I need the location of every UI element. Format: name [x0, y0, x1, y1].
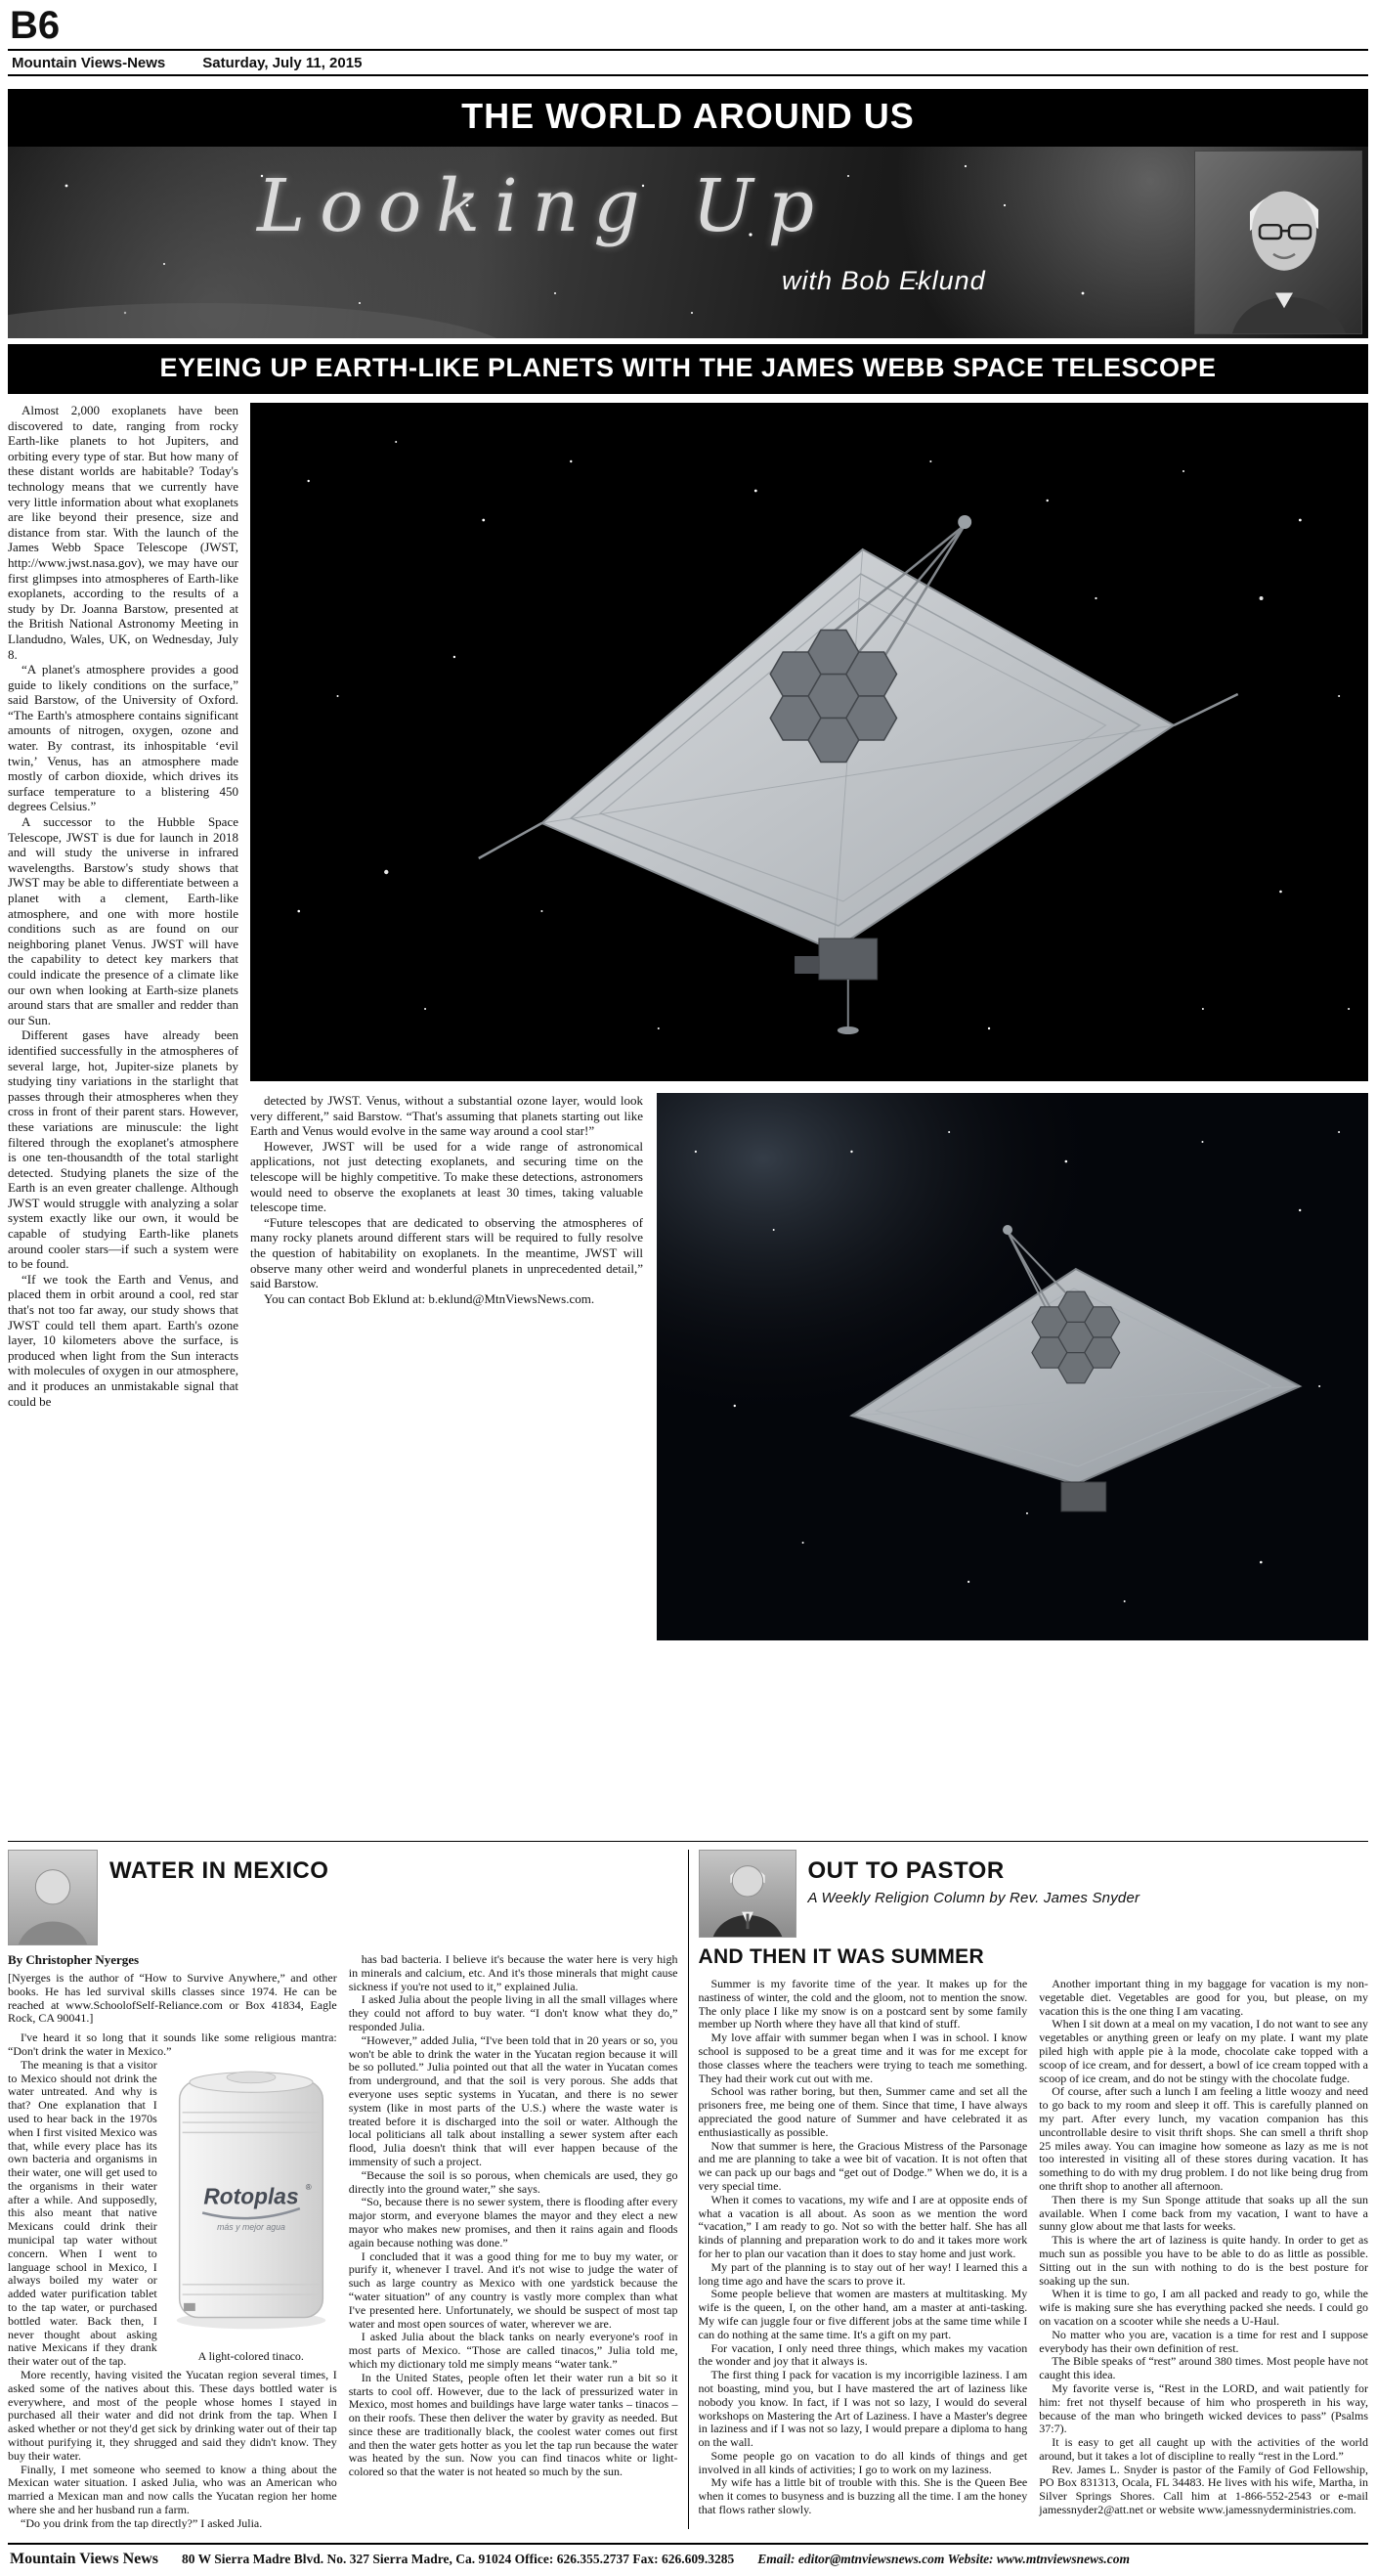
water-article-header — [8, 1850, 678, 1945]
paragraph: The first thing I pack for vacation is my incorrigible laziness. I am not boasting, mind you, but I have mastered the art of laziness like nobody you know. In fact, if I was not so lazy, I would do several workshops on Mastering the Art of Laziness. I have a Master's degree in laziness and if I was not so lazy, I would prepare a diploma to hang on the wall. — [698, 2368, 1028, 2450]
paragraph: “However,” added Julia, “I've been told that in 20 years or so, you won't be able to drink the water in the Yucatan region because it will be so polluted.” Julia pointed out that all the water in Yucatan comes from underground, and that the soil is very porous. She adds that everyone uses septic systems in Yucatan, and there is no sewer system (like in most parts of the U.S.) where the waste water is treated before it is discharged into the soil or water. Although the local politicians all talk about installing a sewer system after each flood, Julia doesn't think that will ever happen because of the immensity of such a project. — [348, 2032, 678, 2168]
jwst-photo-large — [250, 403, 1368, 1081]
paragraph: “Future telescopes that are dedicated to observing the atmospheres of many rocky planets around different stars will be required to fully resolve the question of habitability on exoplanets. In the meantime, JWST will observe many other weird and wonderful planets in unprecedented detail,” said Barstow. — [250, 1214, 643, 1291]
tank-logo-mark: ® — [305, 2182, 312, 2192]
pastor-article-subtitle: A Weekly Religion Column by Rev. James Snyder — [807, 1890, 1140, 1906]
bob-eklund-photo — [1194, 151, 1362, 334]
main-article — [8, 394, 1368, 1831]
paragraph: It is easy to get all caught up with the activities of the world around, but it takes a lot of discipline to really “rest in the Lord.” — [1039, 2435, 1368, 2463]
paragraph: I concluded that it was a good thing for me to buy my water, or purify it, whenever I travel. And it's not wise to judge the water of such as large country as Mexico with one yardstick because the “water situation” of any country is vastly more complex than what I've presented here. Unfortunately, we should be suspect of most tap water and most open sources of water, wherever we are. — [348, 2249, 678, 2331]
paragraph: Then there is my Sun Sponge attitude that soaks up all the sun available. When I come back from my vacation, I want to have a sunny glow about me that lasts for weeks. — [1039, 2192, 1368, 2234]
paragraph: I asked Julia about the people living in all the small villages where they could not afford to buy water. “I don't know what they do,” responded Julia. — [348, 1992, 678, 2033]
column-logo-title: Looking Up — [257, 164, 830, 248]
paragraph: Another important thing in my baggage for vacation is my non-vegetable diet. Vegetables are good for you, but please, on my vacation this is the one thing I am vacating. — [1039, 1977, 1368, 2018]
paragraph: For vacation, I only need three things, which makes my vacation the wonder and joy that it always is. — [698, 2340, 1028, 2369]
paragraph: When it comes to vacations, my wife and I are at opposite ends of what a vacation is all about. As soon as we mention the word “vacation,” I am ready to go. Not so with the better half. She has all kinds of planning and preparation work to do and it takes more work for her to plan our vacation than it does to stay home and just work. — [698, 2192, 1028, 2260]
out-to-pastor-article — [699, 1850, 1369, 2529]
paragraph: This is where the art of laziness is quite handy. In order to get as much sun as possible you have to be able to do as little as possible. Sitting out in the sun with nothing to do is the best posture for soaking up the sun. — [1039, 2233, 1368, 2288]
footer-contact-info: Email: editor@mtnviewsnews.com Website: www.mtnviewsnews.com — [757, 2552, 1130, 2566]
water-wrap-zone — [8, 2059, 337, 2529]
paragraph: Some people believe that women are masters at multitasking. My wife is the queen, I, on the other hand, am a master at anti-tasking. My wife can juggle four or five different jobs at the same time while I can do nothing at the same time. It's a gift on my part. — [698, 2287, 1028, 2341]
article-column-2 — [250, 1093, 643, 1306]
paragraph: My wife has a little bit of trouble with this. She is the Queen Bee when it comes to busyness and is buzzing all the time. I am the honey that flows rather slowly. — [698, 2475, 1028, 2517]
water-column-2 — [349, 1953, 678, 2529]
section-banner: THE WORLD AROUND US — [8, 89, 1368, 147]
paragraph: However, JWST will be used for a wide range of astronomical applications, not just detecting exoplanets, and securing time on the telescope will be highly competitive. To make these detections, astronomers would need to observe the exoplanets at least 30 times, taking valuable telescope time. — [250, 1138, 643, 1215]
masthead-date: Saturday, July 11, 2015 — [202, 55, 363, 71]
tank-logo-text: Rotoplas — [203, 2183, 299, 2209]
tinaco-photo — [165, 2061, 337, 2364]
paragraph: When I sit down at a meal on my vacation, I do not want to see any vegetables or anything green or leafy on my plate. I want my plate piled high with apple pie à la mode, chocolate cake topped with a scoop of ice cream, and for dessert, a bowl of ice cream topped with a scoop of ice cream, and do not be stingy with the chocolate fudge. — [1039, 2017, 1368, 2085]
paragraph: “If we took the Earth and Venus, and placed them in orbit around a cool, red star that's not too far away, our study shows that JWST could tell them apart. Earth's ozone layer, 10 kilometers above the surface, is produced when light from the Sun interacts with molecules of oxygen in our atmosphere, and it produces an unmistakable signal that could be — [8, 1271, 238, 1409]
jwst-photo-small — [657, 1093, 1368, 1640]
paragraph: Finally, I met someone who seemed to know a thing about the Mexican water situation. I asked Julia, who was an American who married a Mexican man and now calls the Yucatan region her home where she and her husband run a farm. — [8, 2462, 337, 2517]
page-number: B6 — [10, 4, 61, 47]
christopher-nyerges-photo — [8, 1850, 98, 1945]
bottom-section — [8, 1841, 1368, 2529]
paragraph: More recently, having visited the Yucatan region several times, I asked some of the natives about this. These days bottled water is everywhere, and most of the people whose homes I stayed in purchased all their water and did not drink from the tap. When I asked whether or not they'd get sick by drinking water out of their tap without purifying it, they shrugged and said they didn't know. They buy their water. — [8, 2368, 337, 2463]
paragraph: No matter who you are, vacation is a time for rest and I suppose everybody has their own definition of rest. — [1039, 2327, 1368, 2355]
paragraph: The Bible speaks of “rest” around 380 times. Most people have not caught this idea. — [1039, 2354, 1368, 2382]
looking-up-banner — [8, 147, 1368, 338]
water-in-mexico-article — [8, 1850, 678, 2529]
article-row-2 — [250, 1093, 1368, 1831]
paragraph: Some people go on vacation to do all kinds of things and get involved in all kinds of activities; I go to work on my laziness. — [698, 2448, 1028, 2476]
pastor-article-title: OUT TO PASTOR — [807, 1857, 1005, 1884]
water-byline: By Christopher Nyerges — [8, 1952, 140, 1967]
pastor-article-columns — [699, 1978, 1369, 2517]
paragraph: You can contact Bob Eklund at: b.eklund@MtnViewsNews.com. — [264, 1290, 595, 1306]
pastor-article-header — [699, 1850, 1369, 1938]
pastor-title-block — [808, 1850, 1140, 1938]
paragraph: I asked Julia about the black tanks on nearly everyone's roof in most parts of Mexico. “Those are called tinacos,” Julia told me, which my dictionary told me simply means “water tank.” — [348, 2330, 678, 2371]
page-footer — [8, 2543, 1368, 2570]
water-article-title: WATER IN MEXICO — [109, 1857, 329, 1884]
paragraph: I've heard it so long that it sounds like some religious mantra: “Don't drink the water in Mexico.” — [8, 2030, 337, 2058]
water-article-columns — [8, 1953, 678, 2529]
paragraph: has bad bacteria. I believe it's because the water here is very high in minerals and calcium, etc. And it's those minerals that might cause sickness if you're not used to it,” explained Julia. — [348, 1952, 678, 1993]
paragraph: “Because the soil is so porous, when chemicals are used, they go directly into the ground water,” she says. — [348, 2167, 678, 2196]
article-right-area — [250, 403, 1368, 1831]
paragraph: Different gases have already been identified successfully in the atmospheres of several large, hot, Jupiter-size planets by studying tiny variations in the starlight that passes through their atmospheres when they cross in front of their parent stars. However, these variations are minuscule: the light filtered through the exoplanet's atmosphere is one ten-thousandth of the total starlight detected. Studying planets the size of the Earth is an even greater challenge. Although JWST would struggle with analyzing a solar system exactly like our own, it would be capable of studying Earth-like planets around cooler stars—if such a system were to be found. — [8, 1027, 238, 1272]
paragraph: Rev. James L. Snyder is pastor of the Family of God Fellowship, PO Box 831313, Ocala, FL 34483. He lives with his wife, Martha, in Silver Springs Shores. Call him at 1-866-552-2543 or e-mail jamessnyder2@att.net or website www.jamessnyderministries.com. — [1039, 2462, 1368, 2517]
article-column-1 — [8, 403, 238, 1831]
pastor-column-1 — [699, 1978, 1028, 2517]
james-snyder-photo — [699, 1850, 796, 1938]
paragraph: Now that summer is here, the Gracious Mistress of the Parsonage and me are planning to take a wee bit of vacation. It is not often that we can pack up our bags and “get out of Dodge.” When we do, it is a very special time. — [698, 2138, 1028, 2193]
paragraph: “A planet's atmosphere provides a good guide to likely conditions on the surface,” said Barstow, of the University of Oxford. “The Earth's atmosphere contains significant amounts of nitrogen, oxygen, ozone and water. By contrast, its inhospitable ‘evil twin,’ Venus, has an atmosphere made mostly of carbon dioxide, which drives its surface temperature to a blistering 450 degrees Celsius.” — [8, 662, 238, 814]
paragraph: My favorite verse is, “Rest in the LORD, and wait patiently for him: fret not thyself because of him who prospereth in his way, because of the man who bringeth wicked devices to pass” (Psalms 37:7). — [1039, 2380, 1368, 2436]
paragraph: Of course, after such a lunch I am feeling a little woozy and need to go back to my room and sleep it off. This is carefully planned on my part. After every lunch, my vacation companion has this uncontrollable desire to visit thrift shops. She can smell a thrift shop 25 miles away. You can imagine how someone as lazy as me is not too interested in visiting all of these stores during vacation. It has something to do with my drug problem. I do not like being drug from one thrift shop to another all afternoon. — [1039, 2084, 1368, 2193]
paragraph: Almost 2,000 exoplanets have been discovered to date, ranging from rocky Earth-like planets to hot Jupiters, and orbiting every type of star. But how many of these distant worlds are habitable? Today's technology means that we currently have very little information about what exoplanets are like beyond their presence, size and distance from star. With the launch of the James Webb Space Telescope (JWST, http://www.jwst.nasa.gov), we may have our first glimpses into atmospheres of Earth-like exoplanets, according to the results of a study by Dr. Joanna Barstow, presented at the British National Astronomy Meeting in Llandudno, Wales, UK, on Wednesday, July 8. — [8, 403, 238, 662]
article-headline: EYEING UP EARTH-LIKE PLANETS WITH THE JAMES WEBB SPACE TELESCOPE — [8, 344, 1368, 394]
paragraph: School was rather boring, but then, Summer came and set all the prisoners free, me being one of them. Since that time, I have always appreciated the good nature of Summer and have celebrated it as enthusiastically as possible. — [698, 2084, 1028, 2139]
paragraph: A successor to the Hubble Space Telescope, JWST is due for launch in 2018 and will study the universe in infrared wavelengths. Barstow's study shows that JWST may be able to differentiate between a planet with a clement, Earth-like atmosphere, and one with more hostile conditions such as are found on our neighboring planet Venus. JWST will have the capability to detect key markers that could indicate the presence of a climate like our own when looking at Earth-size planets around stars that are smaller and redder than our Sun. — [8, 814, 238, 1027]
water-column-1 — [8, 1953, 337, 2529]
column-divider — [688, 1850, 689, 2529]
paragraph: My love affair with summer began when I was in school. I know school is supposed to be a great time and it was for me except for those classes where the teachers were trying to teach me something. They had their work cut out with me. — [698, 2030, 1028, 2085]
paragraph: In the United States, people often let their water run a bit so it starts to cool off. However, due to the lack of pressurized water in Mexico, most homes and buildings have large water tanks – tinacos – on their roofs. These then deliver the water by gravity as needed. But since these are traditionally black, the coolest water comes out first and then the water gets hotter as you let the tap run because the water was heated by the sun. Now you can find tinacos white or light-colored so that the water is not heated so much by the sun. — [348, 2370, 678, 2479]
paragraph: detected by JWST. Venus, without a substantial ozone layer, would look very different,” said Barstow. “That's assuming that planets starting out like Earth and Venus would evolve in the same way around a cool star!” — [250, 1093, 643, 1139]
paragraph: My part of the planning is to stay out of her way! I learned this a long time ago and have the scars to prove it. — [698, 2259, 1028, 2288]
footer-paper-name: Mountain Views News — [10, 2551, 159, 2567]
water-intro — [8, 2031, 337, 2059]
footer-address-info: 80 W Sierra Madre Blvd. No. 327 Sierra Madre, Ca. 91024 Office: 626.355.2737 Fax: 626.609.3285 — [182, 2552, 735, 2566]
paragraph: When it is time to go, I am all packed and ready to go, while the wife is making sure she has everything packed she needs. I could go on vacation on a scooter while she needs a U-Haul. — [1039, 2287, 1368, 2328]
masthead-name: Mountain Views-News — [12, 55, 166, 71]
tinaco-caption: A light-colored tinaco. — [197, 2349, 304, 2364]
pastor-column-headline: AND THEN IT WAS SUMMER — [698, 1945, 984, 1968]
masthead-bar — [8, 49, 1368, 76]
column-logo-byline: with Bob Eklund — [782, 266, 986, 295]
paragraph: Summer is my favorite time of the year. It makes up for the nastiness of winter, the cold and the gloom, not to mention the snow. The only place I like my snow is on a postcard sent by some family member up North where they have all that kind of stuff. — [698, 1977, 1028, 2031]
paragraph: “Do you drink from the tap directly?” I asked Julia. — [21, 2515, 263, 2529]
tank-tagline-text: más y mejor agua — [216, 2221, 285, 2232]
pastor-column-2 — [1039, 1978, 1368, 2517]
water-author-bio: [Nyerges is the author of “How to Survive Anywhere,” and other books. He has led survival skills classes since 1974. He can be reached at www.SchoolofSelf-Reliance.com or Box 41834, Eagle Rock, CA 90041.] — [8, 1970, 337, 2026]
paragraph: The meaning is that a visitor to Mexico should not drink the water untreated. And why is that? One explanation that I used to hear back in the 1970s when I first visited Mexico was that, while every place has its own bacteria and organisms in their water, one will get used to the organisms in their water after a while. And supposedly, this also meant that native Mexicans could drink their municipal tap water without concern. When I went to language school in Mexico, I always boiled my water or added water purification tablet to the tap water, or purchased bottled water. Back then, I never thought about asking native Mexicans if they drank their water out of the tap. — [8, 2057, 157, 2369]
paragraph: “So, because there is no sewer system, there is flooding after every major storm, and everyone blames the mayor and they elect a new mayor who makes new promises, and then it rains again and floods again because nothing was done.” — [348, 2195, 678, 2249]
